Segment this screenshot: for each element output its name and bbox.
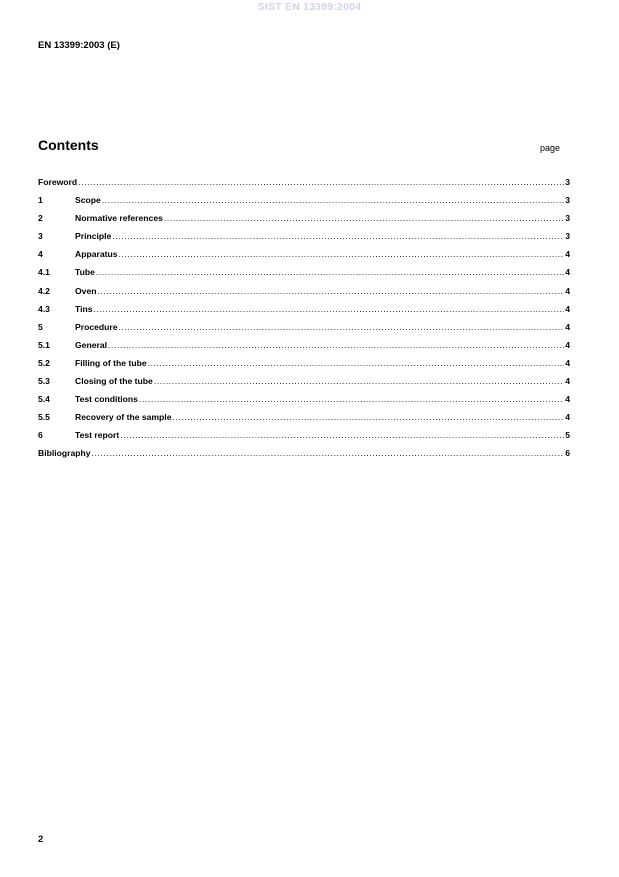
toc-entry-foreword[interactable]	[38, 177, 570, 195]
toc-entry-page: 4	[565, 321, 570, 332]
toc-leader-dots	[119, 249, 565, 259]
toc-leader-dots	[119, 322, 565, 332]
toc-leader-dots	[164, 213, 564, 223]
toc-entry-number: 2	[38, 213, 43, 224]
toc-entry-procedure[interactable]	[38, 322, 570, 340]
toc-leader-dots	[112, 231, 564, 241]
toc-leader-dots	[102, 195, 564, 205]
toc-entry-page: 3	[565, 231, 570, 242]
toc-entry-page: 4	[565, 303, 570, 314]
toc-entry-test-conditions[interactable]	[38, 394, 570, 412]
toc-entry-title: Principle	[75, 231, 112, 242]
toc-entry-filling-of-the-tube[interactable]	[38, 358, 570, 376]
toc-entry-page: 4	[565, 412, 570, 423]
toc-entry-title: Test conditions	[75, 394, 138, 405]
toc-entry-title: Tube	[75, 267, 95, 278]
toc-entry-title: Normative references	[75, 213, 163, 224]
toc-entry-title: Filling of the tube	[75, 357, 147, 368]
toc-entry-number: 6	[38, 430, 43, 441]
toc-leader-dots	[108, 340, 564, 350]
toc-leader-dots	[98, 286, 565, 296]
toc-entry-oven[interactable]	[38, 286, 570, 304]
contents-heading: Contents	[38, 137, 99, 153]
toc-leader-dots	[139, 394, 564, 404]
toc-entry-title: Scope	[75, 195, 101, 206]
toc-entry-page: 4	[565, 357, 570, 368]
toc-entry-title: Apparatus	[75, 249, 118, 260]
toc-entry-title: Tins	[75, 303, 93, 314]
toc-entry-number: 5.5	[38, 412, 50, 423]
toc-entry-page: 3	[565, 213, 570, 224]
toc-entry-title: Closing of the tube	[75, 376, 153, 387]
toc-entry-number: 4.1	[38, 267, 50, 278]
toc-leader-dots	[94, 304, 565, 314]
toc-leader-dots	[92, 448, 565, 458]
toc-leader-dots	[120, 430, 564, 440]
toc-entry-test-report[interactable]	[38, 430, 570, 448]
toc-entry-tins[interactable]	[38, 304, 570, 322]
toc-leader-dots	[148, 358, 565, 368]
toc-entry-number: 4.2	[38, 285, 50, 296]
toc-entry-page: 4	[565, 394, 570, 405]
toc-entry-tube[interactable]	[38, 267, 570, 285]
toc-entry-number: 5.3	[38, 376, 50, 387]
toc-entry-title: Bibliography	[38, 448, 91, 459]
toc-entry-number: 5.1	[38, 339, 50, 350]
toc-entry-title: Oven	[75, 285, 97, 296]
toc-leader-dots	[172, 412, 564, 422]
toc-entry-number: 5.4	[38, 394, 50, 405]
table-of-contents	[38, 177, 570, 467]
toc-entry-number: 4	[38, 249, 43, 260]
toc-entry-apparatus[interactable]	[38, 249, 570, 267]
toc-entry-number: 4.3	[38, 303, 50, 314]
toc-entry-closing-of-the-tube[interactable]	[38, 376, 570, 394]
toc-entry-page: 4	[565, 285, 570, 296]
toc-entry-number: 5	[38, 321, 43, 332]
toc-entry-number: 1	[38, 195, 43, 206]
toc-entry-page: 4	[565, 339, 570, 350]
toc-entry-page: 3	[565, 195, 570, 206]
toc-entry-scope[interactable]	[38, 195, 570, 213]
toc-entry-page: 4	[565, 267, 570, 278]
toc-entry-page: 6	[565, 448, 570, 459]
toc-entry-title: Foreword	[38, 177, 78, 187]
toc-entry-title: General	[75, 339, 108, 350]
toc-entry-title: Test report	[75, 430, 120, 441]
toc-entry-page: 3	[565, 177, 570, 187]
toc-entry-recovery-of-the-sample[interactable]	[38, 412, 570, 430]
page-column-label: page	[540, 143, 561, 153]
document-id: EN 13399:2003 (E)	[38, 40, 120, 51]
toc-entry-general[interactable]	[38, 340, 570, 358]
toc-entry-bibliography[interactable]	[38, 448, 570, 466]
toc-leader-dots	[154, 376, 564, 386]
toc-entry-principle[interactable]	[38, 231, 570, 249]
toc-entry-page: 4	[565, 376, 570, 387]
toc-entry-title: Procedure	[75, 321, 118, 332]
watermark: SIST EN 13399:2004	[257, 1, 362, 13]
toc-entry-page: 4	[565, 249, 570, 260]
toc-entry-title: Recovery of the sample	[75, 412, 172, 423]
toc-entry-number: 3	[38, 231, 43, 242]
toc-leader-dots	[96, 267, 564, 277]
toc-entry-number: 5.2	[38, 357, 50, 368]
toc-entry-page: 5	[565, 430, 570, 441]
page-number: 2	[38, 834, 44, 845]
toc-leader-dots	[78, 177, 564, 187]
toc-entry-normative-references[interactable]	[38, 213, 570, 231]
